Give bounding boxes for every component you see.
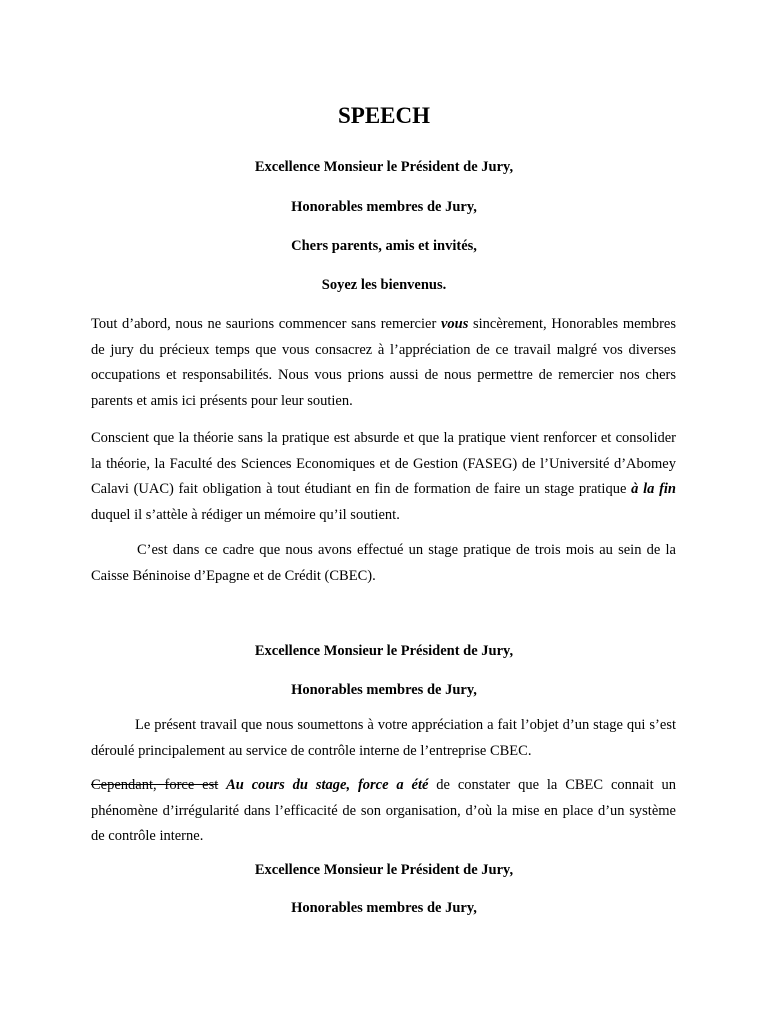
- paragraph-context-text-b: duquel il s’attèle à rédiger un mémoire qu’il soutient.: [91, 506, 400, 523]
- salutation-guests: Chers parents, amis et invités,: [291, 238, 477, 254]
- document-title: SPEECH: [337, 103, 431, 128]
- paragraph-findings: [91, 773, 676, 850]
- paragraph-findings-text: de constater que la CBEC connait un phénomène d’irrégularité dans l’efficacité de son organisation, d’où la mise en place d’un système de contrôle interne.: [91, 777, 677, 844]
- salutation-jury-3: Honorables membres de Jury,: [291, 900, 477, 916]
- paragraph-internship: C’est dans ce cadre que nous avons effectué un stage pratique de trois mois au sein de la Caisse Béninoise d’Epagne et de Crédit (CBEC).: [91, 542, 676, 584]
- paragraph-thanks-text-a: Tout d’abord, nous ne saurions commencer sans remercier: [91, 316, 441, 332]
- salutation-welcome: Soyez les bienvenus.: [321, 277, 447, 293]
- paragraph-thanks: [91, 312, 676, 414]
- paragraph-thanks-text-b: sincèrement, Honorables membres de jury du précieux temps que vous consacrez à l’appréciation de ce travail malgré vos diverses occupations et responsabilités. Nous vous prions aussi de nous permettre de remercier nos chers parents et amis ici présents pour leur soutien.: [91, 316, 676, 409]
- struck-text: Cependant, force est: [91, 777, 219, 793]
- paragraph-context-emphasis: à la fin: [631, 481, 676, 497]
- salutation-president-2: Excellence Monsieur le Président de Jury,: [254, 643, 514, 659]
- inserted-text: Au cours du stage, force a été: [226, 777, 429, 793]
- paragraph-context: [91, 426, 676, 528]
- salutation-president-3: Excellence Monsieur le Président de Jury,: [254, 862, 514, 878]
- paragraph-context-text-a: Conscient que la théorie sans la pratique est absurde et que la pratique vient renforcer et consolider la théorie, la Faculté des Sciences Economiques et de Gestion (FASEG) de l’Université d’Abomey Calavi (UAC) fait obligation à tout étudiant en fin de formation de faire un stage pratique: [91, 430, 676, 497]
- salutation-jury: Honorables membres de Jury,: [291, 199, 477, 215]
- salutation-jury-2: Honorables membres de Jury,: [291, 682, 477, 698]
- paragraph-work: Le présent travail que nous soumettons à votre appréciation a fait l’objet d’un stage qui s’est déroulé principalement au service de contrôle interne de l’entreprise CBEC.: [91, 717, 676, 759]
- salutation-president: Excellence Monsieur le Président de Jury,: [254, 159, 514, 175]
- paragraph-thanks-emphasis: vous: [440, 316, 469, 332]
